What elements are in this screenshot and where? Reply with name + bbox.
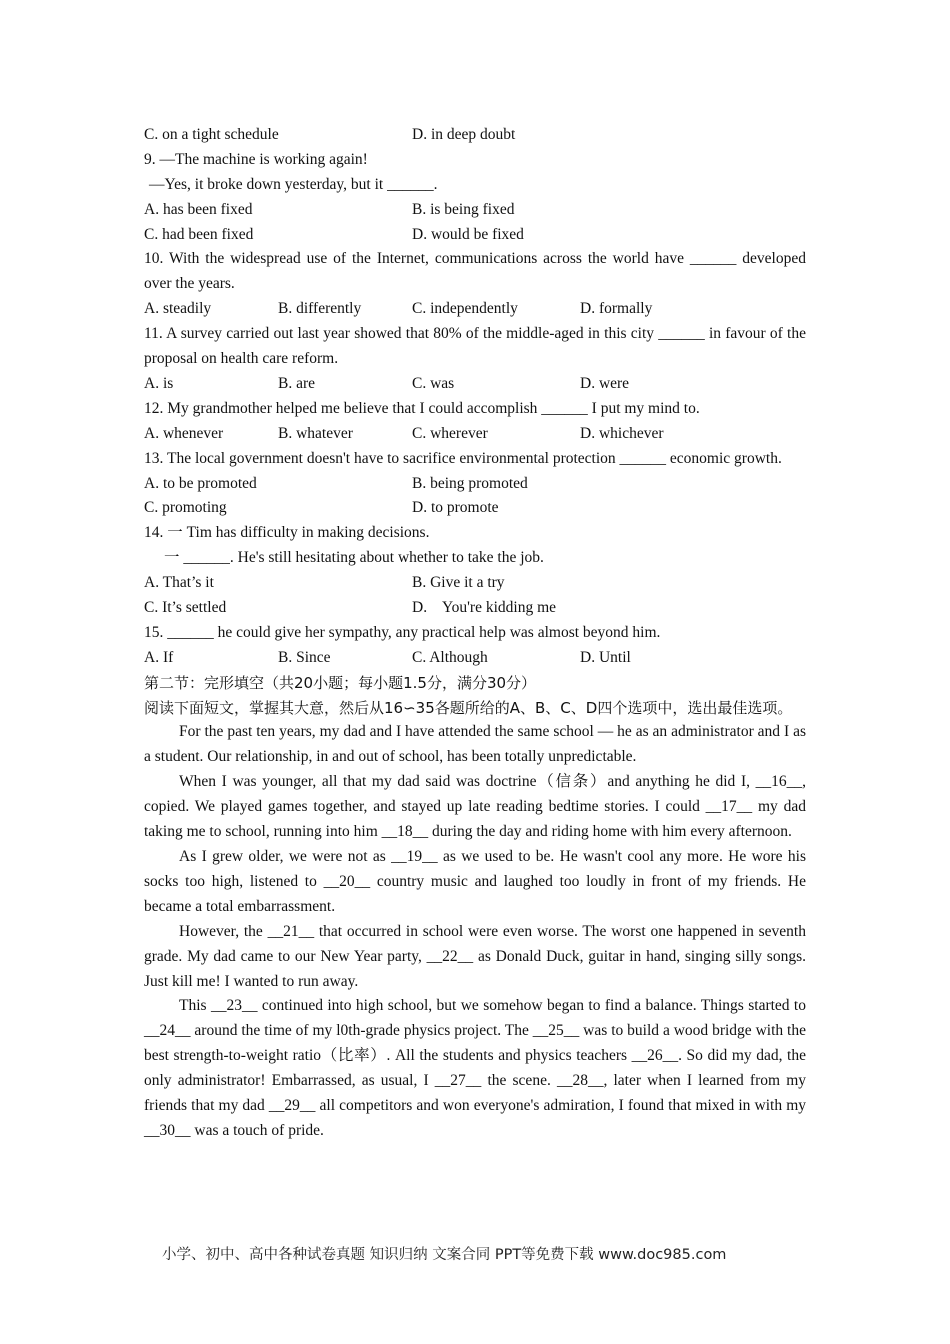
option-a: A. That’s it <box>144 574 214 592</box>
option-d: D. whichever <box>580 424 664 442</box>
passage-paragraph-3: As I grew older, we were not as __19__ as we used to be. He wasn't cool any more. He wore his socks too high, listened to __20__ country music and laughed too loudly in front of my friends. He became a total embarrassment. <box>144 848 806 915</box>
question-13-stem: 13. The local government doesn't have to sacrifice environmental protection ______ economic growth. <box>144 449 782 467</box>
question-11-stem: 11. A survey carried out last year showed that 80% of the middle-aged in this city ______ in favour of the proposal on health care reform. <box>144 325 806 368</box>
page-footer: 小学、初中、高中各种试卷真题 知识归纳 文案合同 PPT等免费下载 www.doc985.com <box>162 1247 727 1263</box>
question-12-stem: 12. My grandmother helped me believe that I could accomplish ______ I put my mind to. <box>144 399 700 417</box>
option-d: D. formally <box>580 300 653 318</box>
q14-options-cd <box>144 596 806 621</box>
option-b: B. are <box>278 374 316 392</box>
option-a: A. If <box>144 648 174 666</box>
option-b: B. being promoted <box>412 474 528 492</box>
q11-options <box>144 372 806 397</box>
q9-options-ab <box>144 198 806 223</box>
q13-options-ab <box>144 472 806 497</box>
option-b: B. Give it a try <box>412 574 505 592</box>
section-title: 第二节：完形填空（共20小题；每小题1.5分，满分30分） <box>144 673 537 692</box>
q13-options-cd <box>144 496 806 521</box>
q15-options <box>144 646 806 671</box>
option-c: C. independently <box>412 300 518 318</box>
question-9-reply: —Yes, it broke down yesterday, but it ______. <box>149 175 438 193</box>
passage-paragraph-1: For the past ten years, my dad and I have attended the same school — he as an administrator and I as a student. Our relationship, in and out of school, has been totally unpredictable. <box>144 723 806 766</box>
option-c: C. promoting <box>144 499 227 517</box>
section-instruction: 阅读下面短文，掌握其大意，然后从16∽35各题所给的A、B、C、D四个选项中，选出最佳选项。 <box>144 698 793 717</box>
option-b: B. Since <box>278 648 331 666</box>
option-c: C. was <box>412 374 455 392</box>
passage-paragraph-4: However, the __21__ that occurred in school were even worse. The worst one happened in seventh grade. My dad came to our New Year party, __22__ as Donald Duck, guitar in hand, singing silly songs. Just kill me! I wanted to run away. <box>144 922 806 990</box>
passage-paragraph-2: When I was younger, all that my dad said was doctrine（信条）and anything he did I, __16__, copied. We played games together, and stayed up late reading bedtime stories. I could __17__ my dad taking me to school, running into him __18__ during the day and riding home with him every afternoon. <box>144 773 806 841</box>
option-a: A. to be promoted <box>144 474 257 492</box>
option-b: B. whatever <box>278 424 353 442</box>
option-c: C. on a tight schedule <box>144 126 279 143</box>
option-d: D. would be fixed <box>412 225 524 243</box>
q12-options <box>144 422 806 447</box>
option-d: D. were <box>580 374 630 392</box>
option-c: C. Although <box>412 648 488 666</box>
option-b: B. differently <box>278 300 362 318</box>
q8-options-cd <box>144 123 806 148</box>
passage-paragraph-5: This __23__ continued into high school, but we somehow began to find a balance. Things started to __24__ around the time of my l0th-grade physics project. The __25__ was to build a wood bridge with the best strength-to-weight ratio（比率）. All the students and physics teachers __26__. So did my dad, the only administrator! Embarrassed, as usual, I __27__ the scene. __28__, later when I learned from my friends that my dad __29__ all competitors and won everyone's admiration, I found that mixed in with my __30__ was a touch of pride. <box>144 997 806 1139</box>
option-c: C. had been fixed <box>144 225 254 243</box>
q9-options-cd <box>144 223 806 248</box>
option-c: C. It’s settled <box>144 599 227 616</box>
option-c: C. wherever <box>412 424 488 442</box>
question-9-stem: 9. —The machine is working again! <box>144 150 368 168</box>
option-b: B. is being fixed <box>412 200 515 218</box>
option-a: A. has been fixed <box>144 200 253 218</box>
option-d: D. to promote <box>412 499 499 517</box>
option-a: A. is <box>144 374 174 392</box>
option-a: A. steadily <box>144 300 212 318</box>
option-d: D. You're kidding me <box>412 599 557 616</box>
option-d: D. in deep doubt <box>412 126 516 143</box>
exam-page <box>144 123 806 1144</box>
q10-options <box>144 297 806 322</box>
q14-options-ab <box>144 571 806 596</box>
option-a: A. whenever <box>144 424 224 442</box>
question-15-stem: 15. ______ he could give her sympathy, any practical help was almost beyond him. <box>144 623 661 641</box>
question-14-reply: 一 ______. He's still hesitating about whether to take the job. <box>164 549 544 567</box>
question-14-stem: 14. 一 Tim has difficulty in making decisions. <box>144 524 430 542</box>
question-10-stem: 10. With the widespread use of the Internet, communications across the world have ______ developed over the years. <box>144 250 806 293</box>
option-d: D. Until <box>580 648 631 666</box>
